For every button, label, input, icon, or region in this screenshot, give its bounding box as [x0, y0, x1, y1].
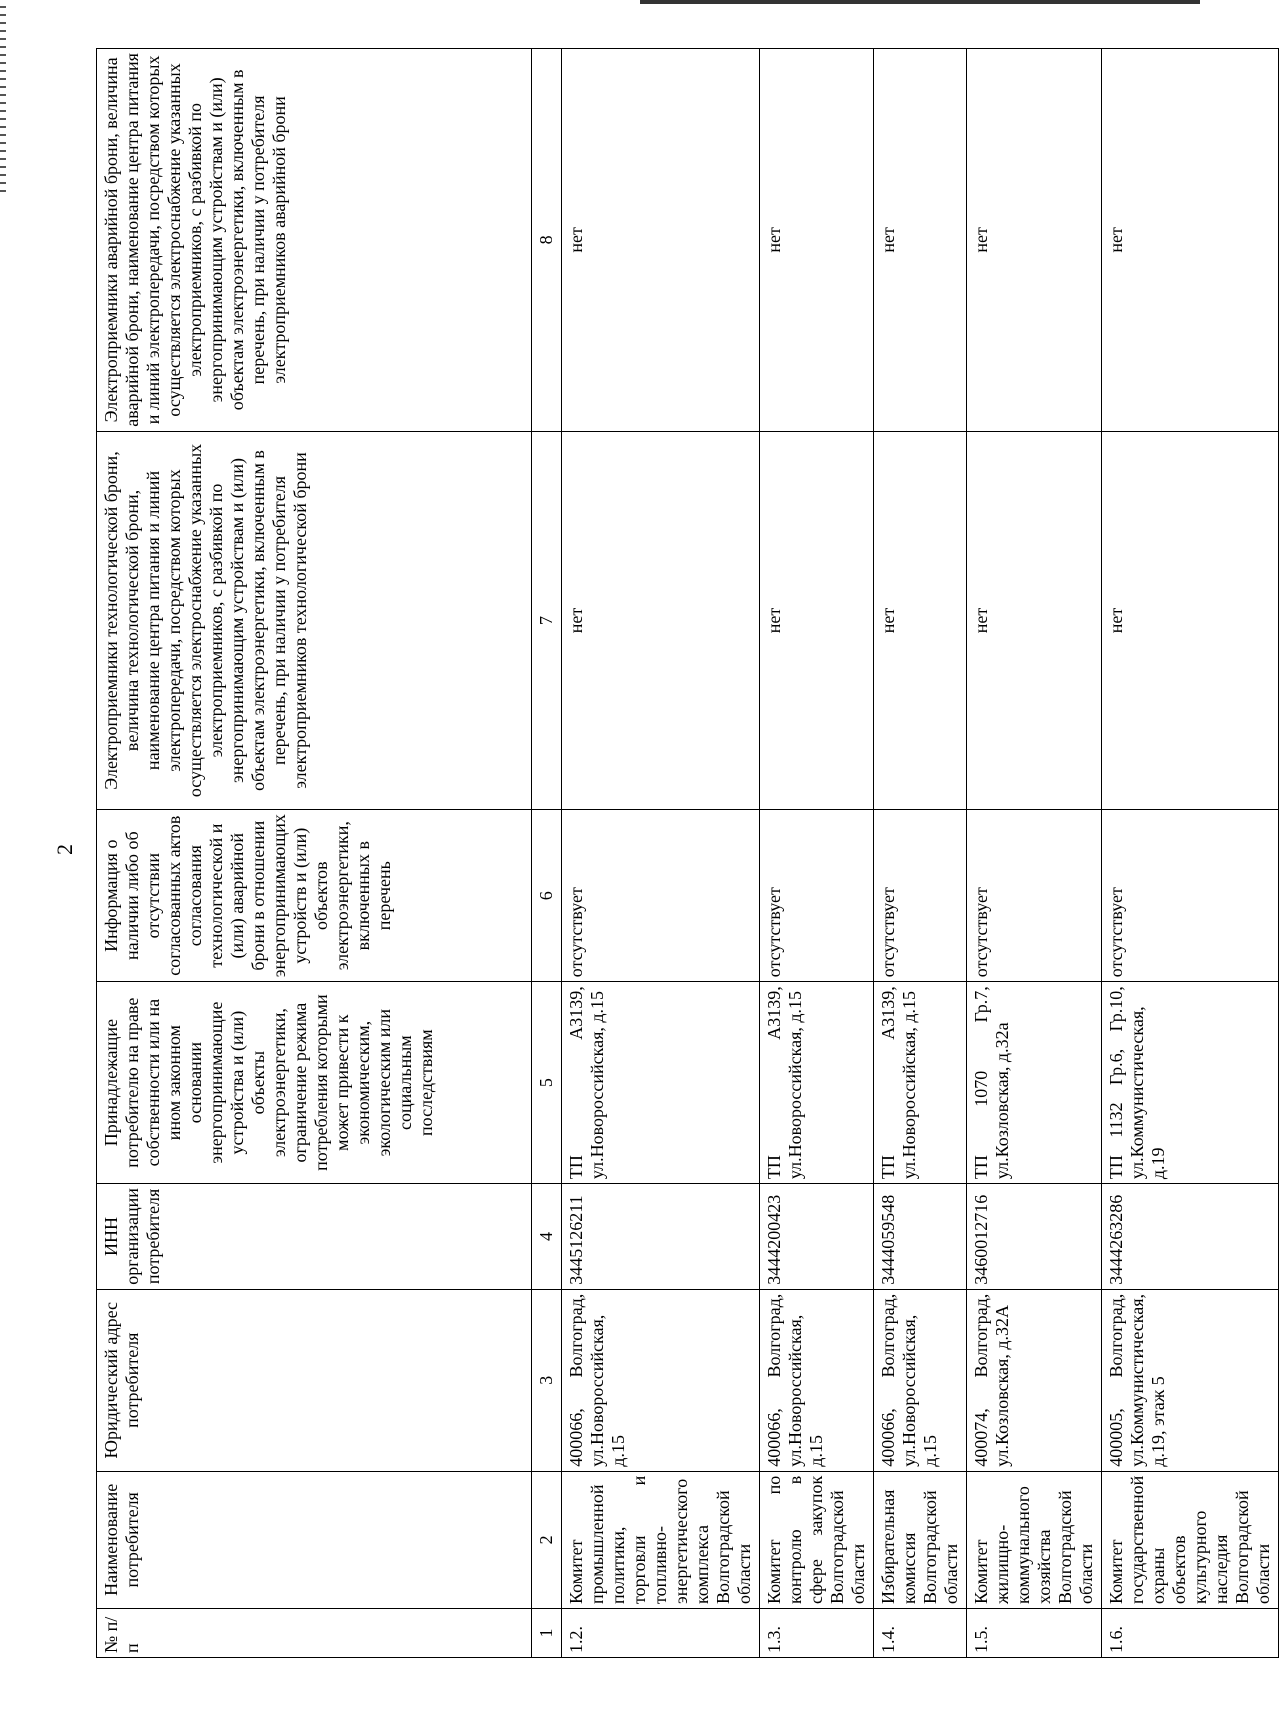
tech-reserve: нет — [967, 431, 1102, 809]
header-col-5: Принадлежащие потребителю на праве собственности или на ином законном основании энергопринимающие устройства и (или) объекты электроэнергетики, ограничение режима потребления которыми может привести к экономическим, экологическим или социальным последствиям — [97, 982, 532, 1184]
table-row — [562, 49, 760, 1658]
emergency-reserve: нет — [1102, 49, 1279, 432]
legal-address: 400066, Волгоград, ул.Новороссийская, д.15 — [874, 1289, 967, 1471]
header-col-8: Электроприемники аварийной брони, величина аварийной брони, наименование центра питания и линий электропередачи, посредством которых осуществляется электроснабжение указанных электроприемников, с разбивкой по энергопринимающим устройствам и (или) объектам электроэнергетики, включенным в перечень, при наличии у потребителя электроприемников аварийной брони — [97, 49, 532, 432]
tech-reserve: нет — [562, 431, 760, 809]
row-number: 1.3. — [760, 1608, 874, 1657]
emergency-reserve: нет — [760, 49, 874, 432]
acts-info: отсутствует — [562, 810, 760, 982]
inn: 3460012716 — [967, 1184, 1102, 1290]
header-col-3: Юридический адрес потребителя — [97, 1289, 532, 1471]
header-col-4: ИНН организации потребителя — [97, 1184, 532, 1290]
inn: 3444059548 — [874, 1184, 967, 1290]
row-number: 1.2. — [562, 1608, 760, 1657]
row-number: 1.6. — [1102, 1608, 1279, 1657]
devices: ТП 1132 Гр.6, Гр.10, ул.Коммунистическая, д.19 — [1102, 982, 1279, 1184]
inn: 3445126211 — [562, 1184, 760, 1290]
legal-address: 400066, Волгоград, ул.Новороссийская, д.15 — [562, 1289, 760, 1471]
acts-info: отсутствует — [760, 810, 874, 982]
acts-info: отсутствует — [967, 810, 1102, 982]
tech-reserve: нет — [760, 431, 874, 809]
col-number: 6 — [532, 810, 562, 982]
emergency-reserve: нет — [562, 49, 760, 432]
tech-reserve: нет — [1102, 431, 1279, 809]
acts-info: отсутствует — [1102, 810, 1279, 982]
header-col-1: № п/п — [97, 1608, 532, 1657]
table-row — [967, 49, 1102, 1658]
acts-info: отсутствует — [874, 810, 967, 982]
col-number: 1 — [532, 1608, 562, 1657]
legal-address: 400005, Волгоград, ул.Коммунистическая, д.19, этаж 5 — [1102, 1289, 1279, 1471]
inn: 3444200423 — [760, 1184, 874, 1290]
devices: ТП 1070 Гр.7, ул.Козловская, д.32а — [967, 982, 1102, 1184]
legal-address: 400074, Волгоград, ул.Козловская, д.32А — [967, 1289, 1102, 1471]
devices: ТП А3139, ул.Новороссийская, д.15 — [562, 982, 760, 1184]
emergency-reserve: нет — [967, 49, 1102, 432]
consumers-table — [96, 48, 1279, 1658]
col-number: 3 — [532, 1289, 562, 1471]
col-number: 8 — [532, 49, 562, 432]
table-header-row — [97, 49, 532, 1658]
header-col-7: Электроприемники технологической брони, величина технологической брони, наименование центра питания и линий электропередачи, посредством которых осуществляется электроснабжение указанных электроприемников, с разбивкой по энергопринимающим устройствам и (или) объектам электроэнергетики, включенным в перечень, при наличии у потребителя электроприемников технологической брони — [97, 431, 532, 809]
inn: 3444263286 — [1102, 1184, 1279, 1290]
header-col-2: Наименование потребителя — [97, 1471, 532, 1608]
column-number-row — [532, 49, 562, 1658]
row-number: 1.5. — [967, 1608, 1102, 1657]
consumer-name: Комитет по контролю в сфере закупок Волгоградской области — [760, 1471, 874, 1608]
legal-address: 400066, Волгоград, ул.Новороссийская, д.15 — [760, 1289, 874, 1471]
consumer-name: Комитет государственной охраны объектов культурного наследия Волгоградской области — [1102, 1471, 1279, 1608]
table-row — [874, 49, 967, 1658]
tech-reserve: нет — [874, 431, 967, 809]
consumer-name: Избирательная комиссия Волгоградской области — [874, 1471, 967, 1608]
consumer-name: Комитет жилищно-коммунального хозяйства Волгоградской области — [967, 1471, 1102, 1608]
devices: ТП А3139, ул.Новороссийская, д.15 — [874, 982, 967, 1184]
emergency-reserve: нет — [874, 49, 967, 432]
col-number: 5 — [532, 982, 562, 1184]
table-row — [760, 49, 874, 1658]
col-number: 7 — [532, 431, 562, 809]
page-number: 2 — [52, 844, 77, 855]
col-number: 2 — [532, 1471, 562, 1608]
devices: ТП А3139, ул.Новороссийская, д.15 — [760, 982, 874, 1184]
header-col-6: Информация о наличии либо об отсутствии согласованных актов согласования технологической и (или) аварийной брони в отношении энергопринимающих устройств и (или) объектов электроэнергетики, включенных в перечень — [97, 810, 532, 982]
table-row — [1102, 49, 1279, 1658]
consumer-name: Комитет промышленной политики, торговли и топливно-энергетического комплекса Волгоградской области — [562, 1471, 760, 1608]
col-number: 4 — [532, 1184, 562, 1290]
row-number: 1.4. — [874, 1608, 967, 1657]
